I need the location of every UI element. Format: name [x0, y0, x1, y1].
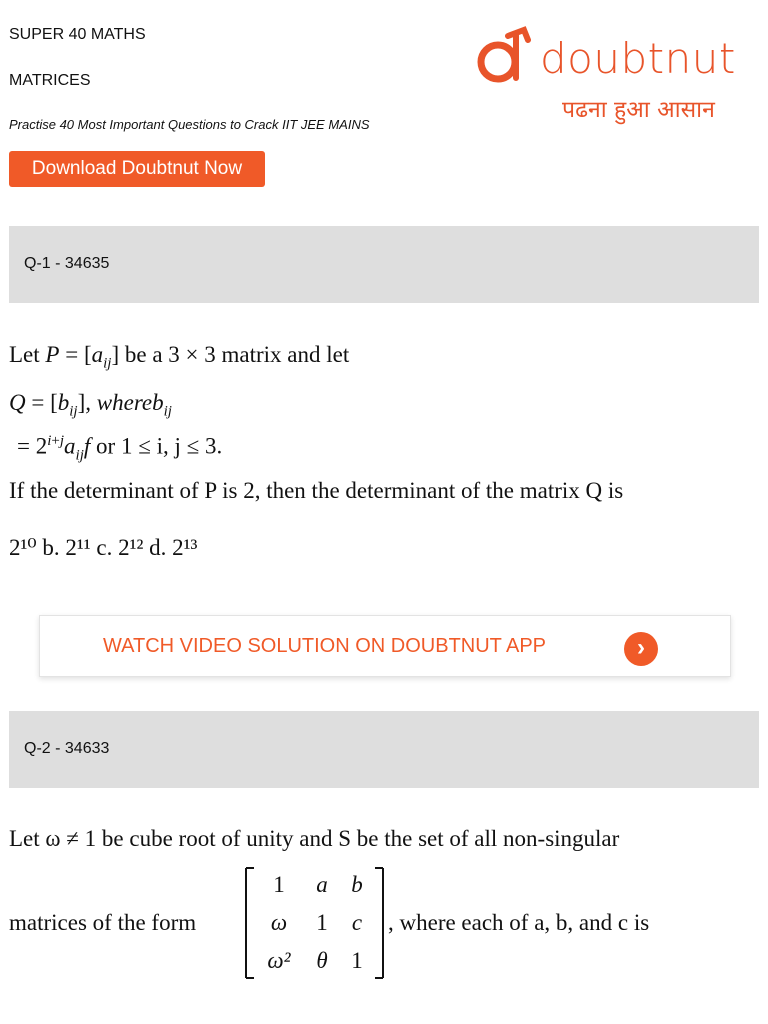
doubtnut-logo — [472, 22, 762, 132]
matrix-cell: ω² — [267, 948, 291, 973]
matrix-cell: θ — [316, 948, 328, 973]
matrix-cell: 1 — [351, 948, 363, 973]
q1-options: 2¹⁰ b. 2¹¹ c. 2¹² d. 2¹³ — [9, 535, 198, 560]
matrix-cell: a — [316, 872, 328, 897]
matrix — [245, 868, 384, 978]
logo-word: doubtnut — [540, 34, 736, 83]
logo-subtitle: पढना हुआ आसान — [562, 97, 715, 123]
download-button[interactable]: Download Doubtnut Now — [9, 151, 265, 187]
watch-video-label: WATCH VIDEO SOLUTION ON DOUBTNUT APP — [103, 635, 547, 657]
matrix-cell: c — [351, 910, 363, 935]
q2-line-2-prefix: matrices of the form — [9, 910, 197, 935]
question-header — [9, 226, 759, 303]
matrix-cell: ω — [270, 910, 288, 935]
q1-line-1: Let $P = [a_{ij}]$ be a 3 × 3 matrix and let — [9, 342, 350, 372]
q1-line-3: = $2^{i+j}a_{ij}f$ or 1 ≤ i, j ≤ 3. — [17, 433, 223, 464]
question-label: Q-1 - 34635 — [24, 255, 110, 272]
watch-video-button[interactable] — [39, 615, 731, 677]
q1-line-4: If the determinant of P is 2, then the determinant of the matrix Q is — [9, 478, 624, 503]
chapter-title: MATRICES — [9, 72, 91, 89]
question-label: Q-2 - 34633 — [24, 740, 110, 757]
course-title: SUPER 40 MATHS — [9, 26, 146, 43]
matrix-cell: 1 — [273, 872, 285, 897]
q2-line-2-suffix: , where each of a, b, and c is — [388, 910, 650, 935]
question-header — [9, 711, 759, 788]
q1-line-2: $Q = [b_{ij}]$, whereb$_{ij}$ — [9, 390, 172, 420]
q2-line-1: Let ω ≠ 1 be cube root of unity and S be the set of all non-singular — [9, 826, 620, 851]
tagline: Practise 40 Most Important Questions to Crack IIT JEE MAINS — [9, 117, 370, 132]
chevron-right-icon: › — [624, 632, 658, 666]
matrix-cell: 1 — [316, 910, 328, 935]
matrix-cell: b — [351, 872, 363, 897]
logo-mark-icon — [472, 26, 542, 90]
